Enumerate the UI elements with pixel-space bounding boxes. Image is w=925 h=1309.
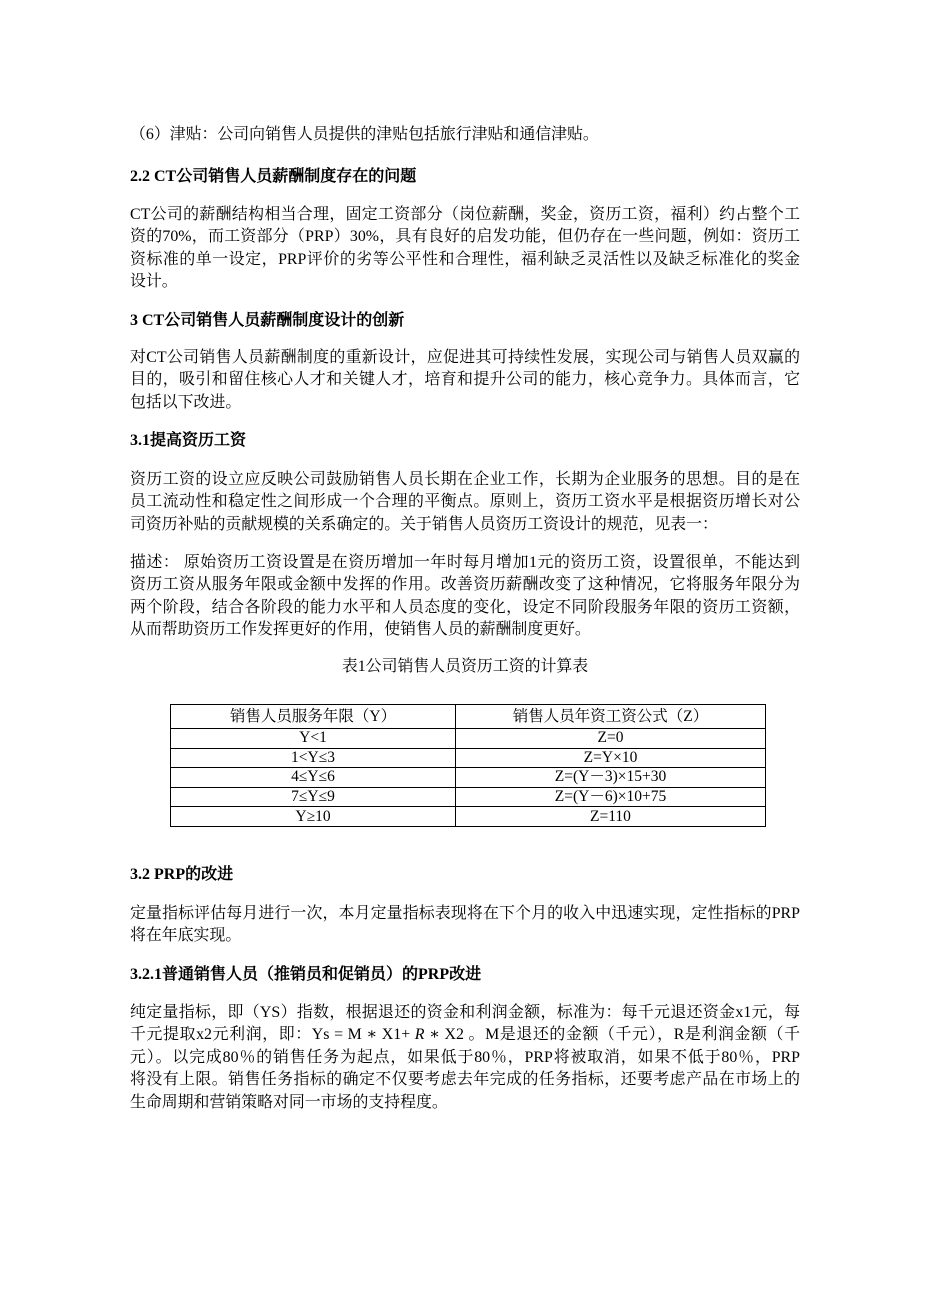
text-line: 生命周期和营销策略对同一市场的支持程度。 bbox=[130, 1093, 448, 1111]
table-cell-salary-formula: Z=110 bbox=[456, 807, 766, 827]
text-line: 对CT公司销售人员薪酬制度的重新设计，应促进其可持续性发展，实现公司与销售人员双赢的 bbox=[130, 349, 800, 366]
text-line: 资历工资从服务年限或金额中发挥的作用。改善资历薪酬改变了这种情况，它将服务年限分为 bbox=[130, 576, 800, 594]
table-cell-service-years: 7≤Y≤9 bbox=[171, 787, 456, 807]
paragraph-sales-staff-prp bbox=[130, 1002, 800, 1114]
text-line: 纯定量指标，即（YS）指数，根据退还的资金和利润金额，标准为：每千元退还资金x1元，每 bbox=[130, 1004, 800, 1021]
text-line: （6）津贴：公司向销售人员提供的津贴包括旅行津贴和通信津贴。 bbox=[130, 126, 599, 143]
table-cell-salary-formula: Z=(Y－6)×10+75 bbox=[456, 787, 766, 807]
text-line: 两个阶段，结合各阶段的能力水平和人员态度的变化，设定不同阶段服务年限的资历工资额， bbox=[130, 598, 800, 616]
table-cell-salary-formula: Z=(Y－3)×15+30 bbox=[456, 768, 766, 788]
table-row bbox=[171, 729, 766, 749]
table-row bbox=[171, 807, 766, 827]
text-line: 将没有上限。销售任务指标的确定不仅要考虑去年完成的任务指标，还要考虑产品在市场上的 bbox=[130, 1071, 800, 1089]
text-line: 目的，吸引和留住核心人才和关键人才，培育和提升公司的能力，核心竞争力。具体而言，它 bbox=[130, 371, 800, 389]
table-cell-salary-formula: Z=Y×10 bbox=[456, 748, 766, 768]
table-cell-service-years: 1<Y≤3 bbox=[171, 748, 456, 768]
text-line: 资标准的单一设定，PRP评价的劣等公平性和合理性，福利缺乏灵活性以及缺乏标准化的奖金 bbox=[130, 250, 800, 268]
text-line: 定量指标评估每月进行一次，本月定量指标表现将在下个月的收入中迅速实现，定性指标的PRP bbox=[130, 905, 800, 922]
formula-variable-r: R bbox=[414, 1026, 425, 1044]
paragraph-seniority-pay bbox=[130, 469, 800, 536]
table-row bbox=[171, 748, 766, 768]
table-row bbox=[171, 787, 766, 807]
text-line: 将在年底实现。 bbox=[130, 927, 242, 945]
table-cell-service-years: Y≥10 bbox=[171, 807, 456, 827]
text-line: 元）。以完成80％的销售任务为起点，如果低于80％，PRP将被取消，如果不低于80％，PRP bbox=[130, 1048, 800, 1066]
text-line: 司资历补贴的贡献规模的关系确定的。关于销售人员资历工资设计的规范，见表一： bbox=[130, 515, 718, 533]
table-cell-salary-formula: Z=0 bbox=[456, 729, 766, 749]
seniority-pay-table bbox=[170, 704, 766, 827]
table-header-row bbox=[171, 705, 766, 729]
paragraph-redesign bbox=[130, 347, 800, 414]
text-line: CT公司的薪酬结构相当合理，固定工资部分（岗位薪酬，奖金，资历工资，福利）约占整个工 bbox=[130, 206, 800, 223]
table-row bbox=[171, 768, 766, 788]
text-line: 包括以下改进。 bbox=[130, 393, 242, 411]
table-header-service-years: 销售人员服务年限（Y） bbox=[171, 705, 456, 729]
formula-text-after: ∗ X2 。M是退还的金额（千元），R是利润金额（千 bbox=[424, 1026, 800, 1044]
table-header-salary-formula: 销售人员年资工资公式（Z） bbox=[456, 705, 766, 729]
text-line: 资历工资的设立应反映公司鼓励销售人员长期在企业工作，长期为企业服务的思想。目的是在 bbox=[130, 471, 800, 488]
table-caption: 表1公司销售人员资历工资的计算表 bbox=[341, 658, 589, 675]
section-heading-2-2: 2.2 CT公司销售人员薪酬制度存在的问题 bbox=[130, 168, 417, 185]
section-heading-3-1: 3.1提高资历工资 bbox=[130, 432, 247, 449]
paragraph-description bbox=[130, 552, 800, 642]
section-heading-3: 3 CT公司销售人员薪酬制度设计的创新 bbox=[130, 312, 405, 329]
text-line-formula bbox=[130, 1024, 800, 1046]
section-heading-3-2: 3.2 PRP的改进 bbox=[130, 866, 234, 883]
section-heading-3-2-1: 3.2.1普通销售人员（推销员和促销员）的PRP改进 bbox=[130, 966, 482, 983]
table-cell-service-years: Y<1 bbox=[171, 729, 456, 749]
paragraph-salary-problems bbox=[130, 204, 800, 294]
text-line: 员工流动性和稳定性之间形成一个合理的平衡点。原则上，资历工资水平是根据资历增长对公 bbox=[130, 493, 800, 511]
paragraph-prp-improvement bbox=[130, 903, 800, 948]
text-line: 设计。 bbox=[130, 273, 178, 291]
text-line: 描述： 原始资历工资设置是在资历增加一年时每月增加1元的资历工资，设置很单，不能达到 bbox=[130, 554, 800, 571]
text-line: 从而帮助资历工作发挥更好的作用，使销售人员的薪酬制度更好。 bbox=[130, 621, 591, 639]
table-cell-service-years: 4≤Y≤6 bbox=[171, 768, 456, 788]
formula-text-before: 千元提取x2元利润，即：Ys = M ∗ X1+ bbox=[130, 1026, 415, 1044]
paragraph-allowance bbox=[130, 124, 800, 146]
text-line: 资的70%，而工资部分（PRP）30%，具有良好的启发功能，但仍存在一些问题，例如：资历工 bbox=[130, 228, 800, 246]
